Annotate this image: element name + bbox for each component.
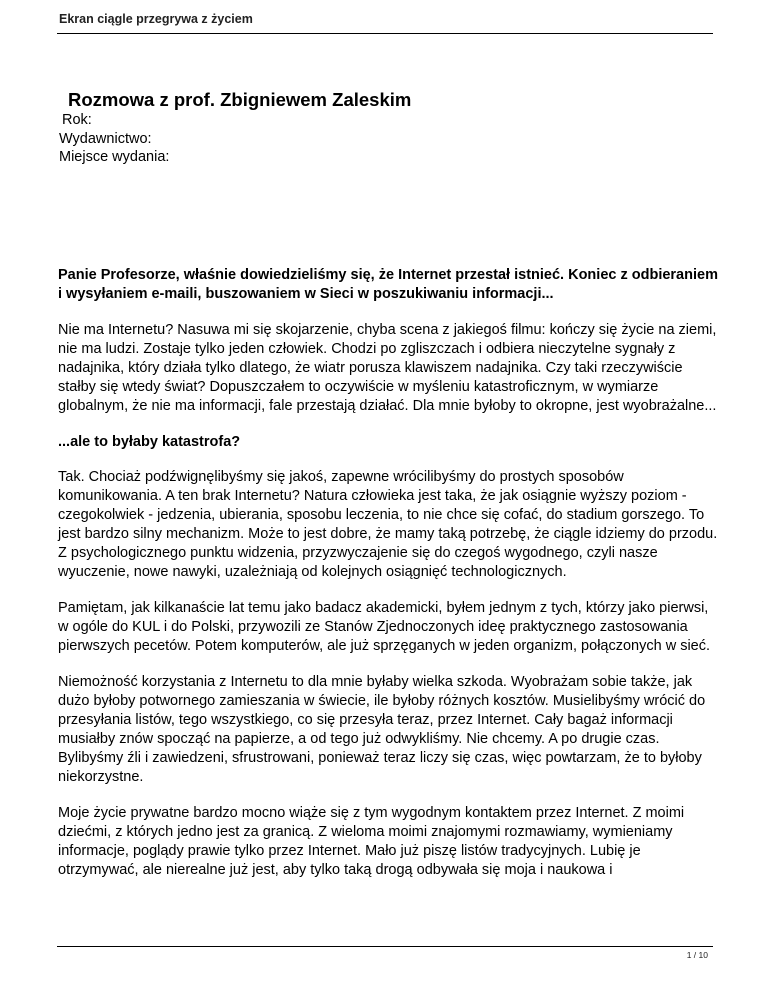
interview-answer: Tak. Chociaż podźwignęlibyśmy się jakoś, zapewne wrócilibyśmy do prostych sposobów komunikowania. A ten brak Internetu? Natura człowieka jest taka, że jak osiągnie wyższy poziom - czegokolwiek - jedzenia, ubierania, sposobu leczenia, to nie chce się cofać, do stadium gorszego. To jest bardzo silny mechanizm. Może to jest dobre, że mamy taką potrzebę, że ciągle idziemy do przodu. Z psychologicznego punktu widzenia, przyzwyczajenie się do czegoś wygodnego, czyli nasze wyuczenie, nowe nawyki, uzależniają od kolejnych osiągnięć technologicznych.: [58, 469, 718, 581]
interview-answer: Nie ma Internetu? Nasuwa mi się skojarzenie, chyba scena z jakiegoś filmu: kończy się życie na ziemi, nie ma ludzi. Zostaje tylko jeden człowiek. Chodzi po zgliszczach i odbiera nieczytelne sygnały z nadajnika, który działa tylko dlatego, że wiatr porusza klawiszem nadajnika. Czy taki rzeczywiście stałby się wtedy świat? Dopuszczałem to oczywiście w myśleniu katastroficznym, w wymiarze globalnym, że nie ma informacji, fale przestają działać. Dla mnie byłoby to okropne, jest wyobrażalne...: [58, 321, 717, 414]
interview-answer: Pamiętam, jak kilkanaście lat temu jako badacz akademicki, byłem jednym z tych, którzy jako pierwsi, w ogóle do KUL i do Polski, przywozili ze Stanów Zjednoczonych ideę praktycznego zastosowania pierwszych pecetów. Potem komputerów, ale już sprzęganych w jeden organizm, połączonych w sieć.: [58, 600, 711, 655]
meta-year-label: Rok:: [62, 112, 92, 128]
interview-answer: Moje życie prywatne bardzo mocno wiąże się z tym wygodnym kontaktem przez Internet. Z moimi dziećmi, z których jedno jest za granicą. Z wieloma moimi znajomymi rozmawiamy, wymieniamy informacje, poglądy prawie tylko przez Internet. Mało już piszę listów tradycyjnych. Lubię je otrzymywać, ale nierealne już jest, aby tylko taką drogą odbywała się moja i naukowa i: [58, 804, 685, 878]
meta-place-label: Miejsce wydania:: [59, 149, 170, 165]
header-divider: [57, 33, 713, 34]
running-header: Ekran ciągle przegrywa z życiem: [59, 12, 253, 26]
article-body: [58, 266, 718, 880]
interview-question: Panie Profesorze, właśnie dowiedzieliśmy się, że Internet przestał istnieć. Koniec z odbieraniem i wysyłaniem e-maili, buszowaniem w Sieci w poszukiwaniu informacji...: [58, 267, 718, 302]
footer-divider: [57, 946, 713, 947]
article-meta: [59, 111, 169, 167]
page-number: 1 / 10: [686, 950, 708, 960]
article-title: Rozmowa z prof. Zbigniewem Zaleskim: [68, 89, 412, 110]
interview-answer: Niemożność korzystania z Internetu to dla mnie byłaby wielka szkoda. Wyobrażam sobie także, jak dużo byłoby potwornego zamieszania w świecie, ile byłoby różnych kosztów. Musielibyśmy wrócić do przesyłania listów, tego wszystkiego, co się przesyła teraz, przez Internet. Cały bagaż informacji musiałby znów spocząć na papierze, a od tego już odwykliśmy. Nie chcemy. A po drugie czas. Bylibyśmy źli i zawiedzeni, sfrustrowani, ponieważ teraz liczy się czas, więc powtarzam, że to byłoby niekorzystne.: [58, 673, 706, 785]
meta-publisher-label: Wydawnictwo:: [59, 130, 152, 147]
interview-question: ...ale to byłaby katastrofa?: [58, 433, 241, 450]
